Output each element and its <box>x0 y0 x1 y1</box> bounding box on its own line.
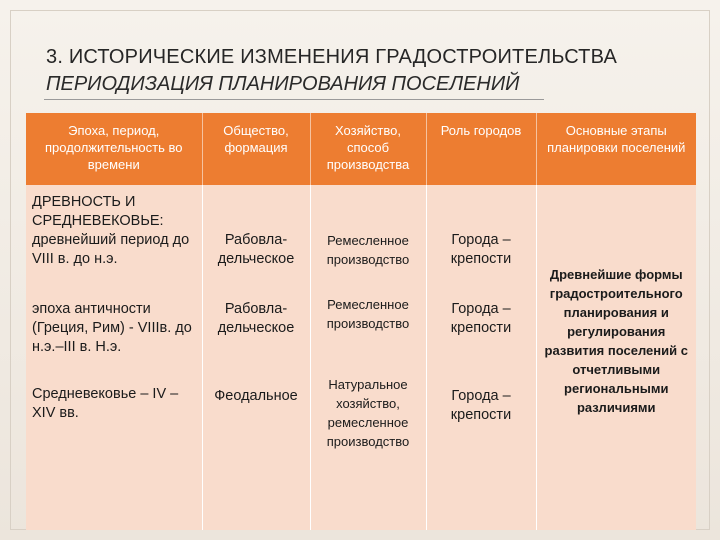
header-planning-stages: Основные этапы планировки поселений <box>536 113 696 185</box>
city-role-cell-row-3: Города – крепости <box>450 388 512 423</box>
city-role-cell-row-2: Города – крепости <box>450 301 512 336</box>
economy-cell-row-1: Ремесленное производство <box>326 233 410 267</box>
planning-stages-cell: Древнейшие формы градостроительного планирования и регулирования развития поселений с отчетливыми региональными различиями <box>544 267 688 415</box>
economy-cell-row-3: Натуральное хозяйство, ремесленное производство <box>326 377 410 449</box>
epoch-column <box>26 185 202 530</box>
epoch-cell-row-3: Средневековье – IV – XIV вв. <box>32 386 179 421</box>
city-role-column <box>426 185 536 530</box>
slide-title: 3. ИСТОРИЧЕСКИЕ ИЗМЕНЕНИЯ ГРАДОСТРОИТЕЛЬСТВА <box>46 46 618 68</box>
periodization-table <box>26 113 696 530</box>
epoch-cell-row-1: ДРЕВНОСТЬ И СРЕДНЕВЕКОВЬЕ: древнейший период до VIII в. до н.э. <box>32 194 190 267</box>
planning-stages-column <box>536 185 696 530</box>
subtitle-underline <box>44 99 544 100</box>
society-cell-row-3: Феодальное <box>214 388 298 404</box>
economy-cell-row-2: Ремесленное производство <box>326 297 410 331</box>
table-header-row <box>26 113 696 185</box>
society-cell-row-1: Рабовла-дельческое <box>217 232 295 267</box>
epoch-cell-row-2: эпоха античности (Греция, Рим) - VIIIв. до н.э.–III в. Н.э. <box>32 301 192 355</box>
city-role-cell-row-1: Города – крепости <box>450 232 512 267</box>
header-epoch: Эпоха, период, продолжительность во времени <box>26 113 202 185</box>
header-city-role: Роль городов <box>426 113 536 185</box>
header-economy: Хозяйство, способ производства <box>310 113 426 185</box>
society-cell-row-2: Рабовла-дельческое <box>217 301 295 336</box>
header-society: Общество, формация <box>202 113 310 185</box>
table-body-row <box>26 185 696 530</box>
society-column <box>202 185 310 530</box>
slide-subtitle: ПЕРИОДИЗАЦИЯ ПЛАНИРОВАНИЯ ПОСЕЛЕНИЙ <box>46 73 520 95</box>
economy-column <box>310 185 426 530</box>
